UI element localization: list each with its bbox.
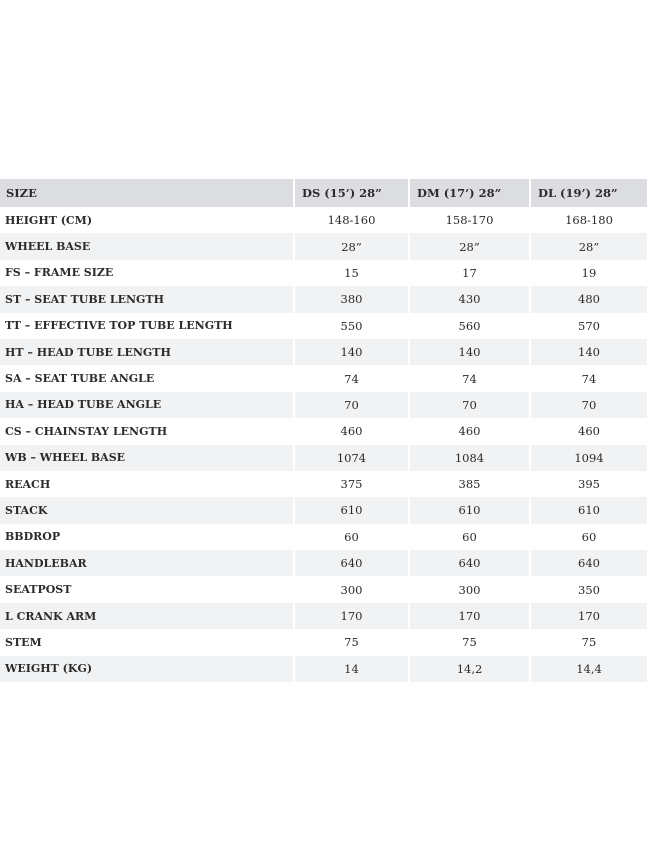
cell-dl: 14,4: [531, 656, 647, 682]
cell-dl: 395: [531, 471, 647, 497]
cell-dm: 430: [410, 286, 531, 312]
row-label: WEIGHT (KG): [0, 656, 295, 682]
row-label: SA – SEAT TUBE ANGLE: [0, 365, 295, 391]
table-row: [0, 286, 647, 312]
row-label: FS – FRAME SIZE: [0, 260, 295, 286]
cell-ds: 1074: [295, 445, 410, 471]
cell-dl: 350: [531, 576, 647, 602]
cell-dm: 460: [410, 418, 531, 444]
cell-dl: 480: [531, 286, 647, 312]
cell-dl: 28”: [531, 233, 647, 259]
cell-dm: 640: [410, 550, 531, 576]
cell-dl: 1094: [531, 445, 647, 471]
cell-dm: 610: [410, 497, 531, 523]
row-label: STEM: [0, 629, 295, 655]
cell-dm: 300: [410, 576, 531, 602]
table-row: [0, 629, 647, 655]
cell-dl: 168-180: [531, 207, 647, 233]
table-row: [0, 365, 647, 391]
row-label: HEIGHT (CM): [0, 207, 295, 233]
cell-ds: 550: [295, 313, 410, 339]
row-label: ST – SEAT TUBE LENGTH: [0, 286, 295, 312]
cell-dl: 610: [531, 497, 647, 523]
header-dm: DM (17’) 28”: [410, 179, 531, 207]
header-size: SIZE: [0, 179, 295, 207]
cell-dl: 74: [531, 365, 647, 391]
cell-dl: 170: [531, 603, 647, 629]
cell-dm: 75: [410, 629, 531, 655]
cell-dl: 570: [531, 313, 647, 339]
row-label: WHEEL BASE: [0, 233, 295, 259]
cell-ds: 75: [295, 629, 410, 655]
cell-dm: 140: [410, 339, 531, 365]
cell-ds: 380: [295, 286, 410, 312]
header-dl: DL (19’) 28”: [531, 179, 647, 207]
cell-ds: 300: [295, 576, 410, 602]
row-label: SEATPOST: [0, 576, 295, 602]
cell-dm: 158-170: [410, 207, 531, 233]
cell-ds: 375: [295, 471, 410, 497]
cell-ds: 14: [295, 656, 410, 682]
cell-dl: 640: [531, 550, 647, 576]
row-label: HA – HEAD TUBE ANGLE: [0, 392, 295, 418]
cell-ds: 610: [295, 497, 410, 523]
table-row: [0, 207, 647, 233]
cell-dm: 74: [410, 365, 531, 391]
table-row: [0, 497, 647, 523]
cell-ds: 28”: [295, 233, 410, 259]
table-header-row: [0, 179, 647, 207]
table-row: [0, 339, 647, 365]
table-row: [0, 656, 647, 682]
cell-dm: 385: [410, 471, 531, 497]
row-label: TT – EFFECTIVE TOP TUBE LENGTH: [0, 313, 295, 339]
table-row: [0, 445, 647, 471]
table-row: [0, 471, 647, 497]
table-row: [0, 603, 647, 629]
table-body: [0, 207, 647, 682]
cell-ds: 70: [295, 392, 410, 418]
header-ds: DS (15’) 28”: [295, 179, 410, 207]
row-label: L CRANK ARM: [0, 603, 295, 629]
row-label: CS – CHAINSTAY LENGTH: [0, 418, 295, 444]
row-label: HT – HEAD TUBE LENGTH: [0, 339, 295, 365]
table-row: [0, 392, 647, 418]
table-row: [0, 313, 647, 339]
cell-dm: 560: [410, 313, 531, 339]
table-row: [0, 550, 647, 576]
cell-dl: 75: [531, 629, 647, 655]
table-row: [0, 576, 647, 602]
cell-dl: 60: [531, 524, 647, 550]
cell-ds: 60: [295, 524, 410, 550]
cell-dm: 1084: [410, 445, 531, 471]
table-row: [0, 524, 647, 550]
table-row: [0, 233, 647, 259]
cell-dm: 17: [410, 260, 531, 286]
cell-ds: 15: [295, 260, 410, 286]
cell-dl: 140: [531, 339, 647, 365]
cell-dm: 14,2: [410, 656, 531, 682]
table-row: [0, 418, 647, 444]
row-label: HANDLEBAR: [0, 550, 295, 576]
geometry-size-table: [0, 179, 647, 682]
cell-ds: 170: [295, 603, 410, 629]
row-label: BBDROP: [0, 524, 295, 550]
cell-dm: 28”: [410, 233, 531, 259]
table-row: [0, 260, 647, 286]
cell-dm: 70: [410, 392, 531, 418]
cell-dl: 19: [531, 260, 647, 286]
row-label: REACH: [0, 471, 295, 497]
cell-dm: 60: [410, 524, 531, 550]
cell-ds: 148-160: [295, 207, 410, 233]
cell-ds: 640: [295, 550, 410, 576]
row-label: WB – WHEEL BASE: [0, 445, 295, 471]
row-label: STACK: [0, 497, 295, 523]
cell-dl: 70: [531, 392, 647, 418]
cell-ds: 74: [295, 365, 410, 391]
cell-dm: 170: [410, 603, 531, 629]
cell-dl: 460: [531, 418, 647, 444]
cell-ds: 140: [295, 339, 410, 365]
cell-ds: 460: [295, 418, 410, 444]
